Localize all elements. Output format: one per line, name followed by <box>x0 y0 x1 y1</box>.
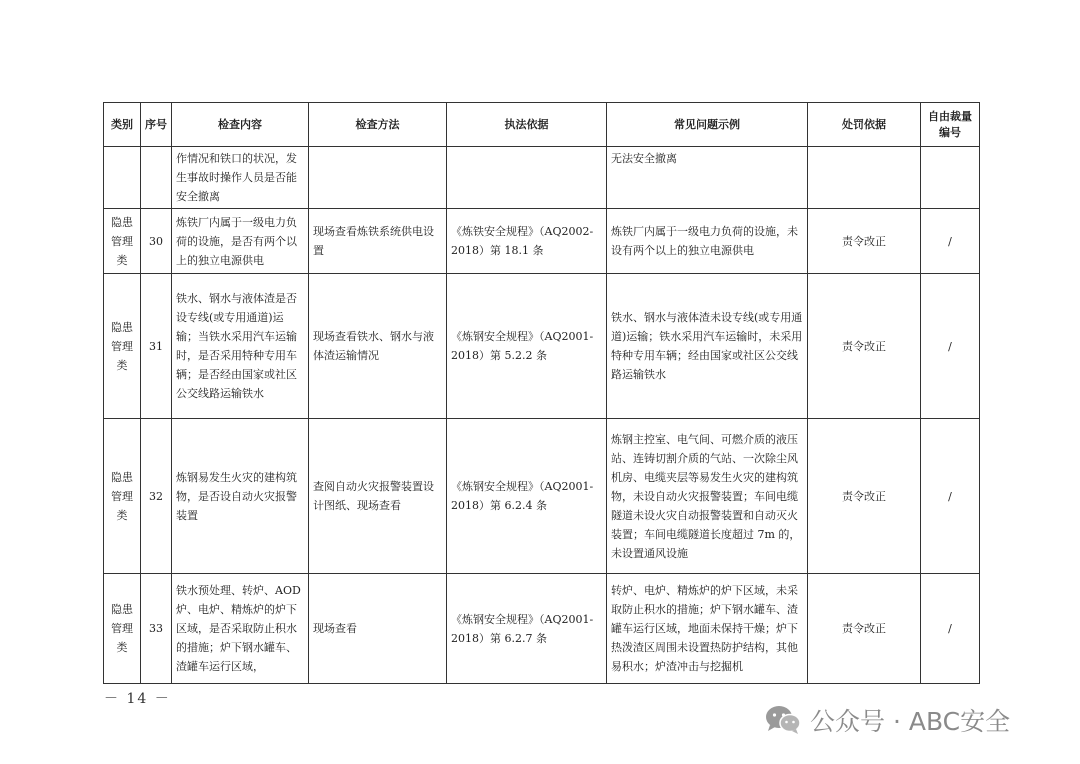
cell-discretion: / <box>921 274 980 419</box>
table-row <box>104 574 980 684</box>
table-row <box>104 419 980 574</box>
table-row <box>104 274 980 419</box>
cell-basis: 《炼钢安全规程》（AQ2001-2018）第 6.2.7 条 <box>447 574 607 684</box>
header-issue: 常见问题示例 <box>607 103 808 147</box>
cell-no <box>141 147 172 209</box>
inspection-table <box>103 102 980 684</box>
cell-discretion: / <box>921 209 980 274</box>
cell-no: 32 <box>141 419 172 574</box>
header-method: 检查方法 <box>309 103 447 147</box>
cell-basis: 《炼钢安全规程》（AQ2001-2018）第 6.2.4 条 <box>447 419 607 574</box>
header-content: 检查内容 <box>172 103 309 147</box>
table-row <box>104 147 980 209</box>
cell-no: 33 <box>141 574 172 684</box>
header-penalty: 处罚依据 <box>808 103 921 147</box>
cell-category <box>104 147 141 209</box>
table-header-row <box>104 103 980 147</box>
cell-issue: 炼钢主控室、电气间、可燃介质的液压站、连铸切割介质的气站、一次除尘风机房、电缆夹层等易发生火灾的建构筑物，未设自动火灾报警装置；车间电缆隧道未设火灾自动报警装置和自动灭火装置；车间电缆隧道长度超过 7m 的，未设置通风设施 <box>607 419 808 574</box>
table-row <box>104 209 980 274</box>
cell-method: 查阅自动火灾报警装置设计图纸、现场查看 <box>309 419 447 574</box>
cell-basis: 《炼铁安全规程》（AQ2002-2018）第 18.1 条 <box>447 209 607 274</box>
cell-category: 隐患管理类 <box>104 419 141 574</box>
header-no: 序号 <box>141 103 172 147</box>
cell-penalty: 责令改正 <box>808 274 921 419</box>
watermark <box>764 702 1010 738</box>
page-number: － 14 － <box>104 691 171 707</box>
cell-category: 隐患管理类 <box>104 209 141 274</box>
header-basis: 执法依据 <box>447 103 607 147</box>
header-discretion: 自由裁量编号 <box>921 103 980 147</box>
cell-issue: 转炉、电炉、精炼炉的炉下区域，未采取防止积水的措施；炉下钢水罐车、渣罐车运行区域，地面未保持干燥；炉下热泼渣区周围未设置热防护结构，其他易积水；炉渣冲击与挖掘机 <box>607 574 808 684</box>
cell-discretion: / <box>921 419 980 574</box>
cell-penalty: 责令改正 <box>808 419 921 574</box>
cell-issue: 无法安全撤离 <box>607 147 808 209</box>
cell-method: 现场查看铁水、钢水与液体渣运输情况 <box>309 274 447 419</box>
cell-category: 隐患管理类 <box>104 274 141 419</box>
cell-content: 铁水预处理、转炉、AOD炉、电炉、精炼炉的炉下区域，是否采取防止积水的措施；炉下钢水罐车、渣罐车运行区域， <box>172 574 309 684</box>
cell-no: 30 <box>141 209 172 274</box>
cell-content: 作情况和铁口的状况，发生事故时操作人员是否能安全撤离 <box>172 147 309 209</box>
cell-penalty: 责令改正 <box>808 574 921 684</box>
watermark-text: 公众号 · ABC安全 <box>810 707 1011 736</box>
header-category: 类别 <box>104 103 141 147</box>
cell-no: 31 <box>141 274 172 419</box>
cell-content: 铁水、钢水与液体渣是否设专线(或专用通道)运输；当铁水采用汽车运输时，是否采用特种专用车辆；是否经由国家或社区公交线路运输铁水 <box>172 274 309 419</box>
cell-discretion <box>921 147 980 209</box>
wechat-icon <box>764 704 802 736</box>
cell-basis: 《炼钢安全规程》（AQ2001-2018）第 5.2.2 条 <box>447 274 607 419</box>
cell-discretion: / <box>921 574 980 684</box>
cell-penalty <box>808 147 921 209</box>
cell-basis <box>447 147 607 209</box>
cell-content: 炼铁厂内属于一级电力负荷的设施，是否有两个以上的独立电源供电 <box>172 209 309 274</box>
cell-issue: 炼铁厂内属于一级电力负荷的设施，未设有两个以上的独立电源供电 <box>607 209 808 274</box>
cell-category: 隐患管理类 <box>104 574 141 684</box>
cell-method: 现场查看 <box>309 574 447 684</box>
cell-penalty: 责令改正 <box>808 209 921 274</box>
cell-method <box>309 147 447 209</box>
cell-method: 现场查看炼铁系统供电设置 <box>309 209 447 274</box>
cell-issue: 铁水、钢水与液体渣未设专线(或专用通道)运输；铁水采用汽车运输时，未采用特种专用车辆；经由国家或社区公交线路运输铁水 <box>607 274 808 419</box>
cell-content: 炼钢易发生火灾的建构筑物，是否设自动火灾报警装置 <box>172 419 309 574</box>
